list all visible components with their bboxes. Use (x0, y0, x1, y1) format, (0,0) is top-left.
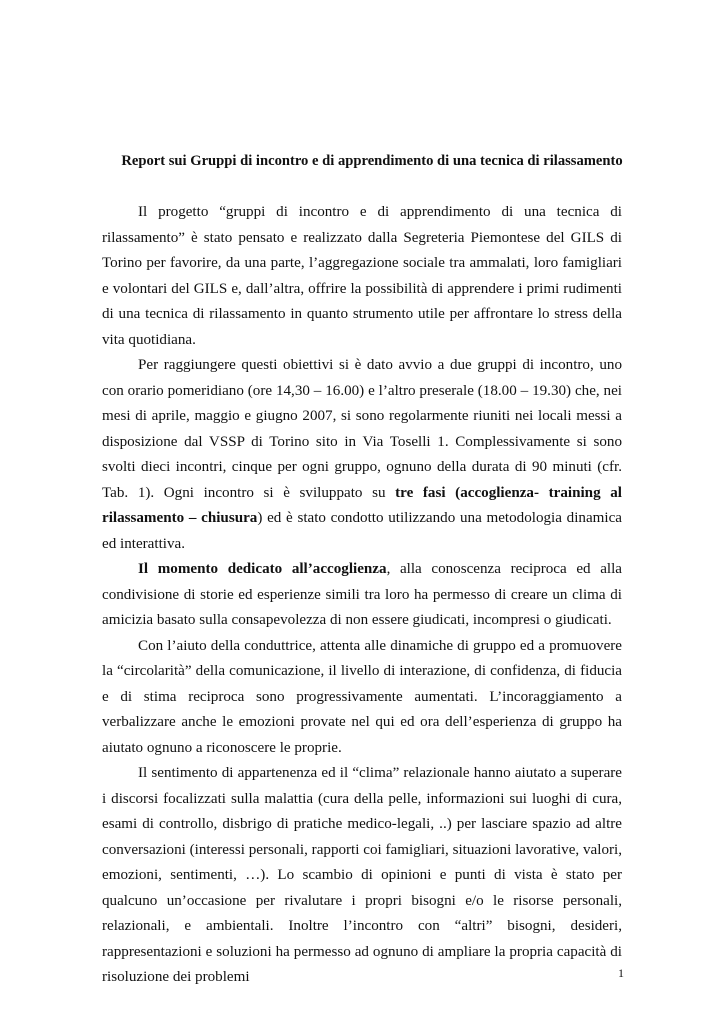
paragraph-groups-schedule (102, 353, 622, 557)
paragraph-project-intro: Il progetto “gruppi di incontro e di apprendimento di una tecnica di rilassamento” è stato pensato e realizzato dalla Segreteria Piemontese del GILS di Torino per favorire, da una parte, l’aggregazione sociale tra ammalati, loro famigliari e volontari del GILS e, dall’altra, offrire la possibilità di apprendere i primi rudimenti di una tecnica di rilassamento in quanto strumento utile per affrontare lo stress della vita quotidiana. (102, 204, 622, 348)
document-title: Report sui Gruppi di incontro e di apprendimento di una tecnica di rilassamento (121, 153, 623, 169)
paragraph-welcome-moment (102, 557, 622, 634)
paragraph-text: ) ed è stato condotto utilizzando una metodologia dinamica ed interattiva. (102, 510, 622, 552)
paragraph-text: Per raggiungere questi obiettivi si è dato avvio a due gruppi di incontro, uno con orario pomeridiano (ore 14,30 – 16.00) e l’altro preserale (18.00 – 19.30) che, nei mesi di aprile, maggio e giugno 2007, si sono regolarmente riuniti nei locali messi a disposizione dal VSSP di Torino sito in Via Toselli 1. Complessivamente si sono svolti dieci incontri, cinque per ogni gruppo, ognuno della durata di 90 minuti (cfr. Tab. 1). Ogni incontro si è sviluppato su (102, 357, 622, 501)
page-number: 1 (618, 966, 624, 980)
paragraph-belonging: Il sentimento di appartenenza ed il “clima” relazionale hanno aiutato a superare i discorsi focalizzati sulla malattia (cura della pelle, informazioni sui luoghi di cura, esami di controllo, disbrigo di pratiche medico-legali, ..) per lasciare spazio ad altre conversazioni (interessi personali, rapporti coi famigliari, situazioni lavorative, valori, emozioni, sentimenti, …). Lo scambio di opinioni e punti di vista è stato per qualcuno un’occasione per rivalutare i propri bisogni e/o le risorse personali, relazionali, e ambientali. Inoltre l’incontro con “altri” bisogni, desideri, rappresentazioni e soluzioni ha permesso ad ognuno di ampliare la propria capacità di risoluzione dei problemi (102, 765, 622, 985)
paragraph-bold-phases: tre fasi (accoglienza- training al rilassamento – chiusura (102, 484, 622, 526)
paragraph-bold-welcome: Il momento dedicato all’accoglienza (138, 561, 387, 577)
paragraph-facilitator: Con l’aiuto della conduttrice, attenta alle dinamiche di gruppo ed a promuovere la “circolarità” della comunicazione, il livello di interazione, di confidenza, di fiducia e di stima reciproca sono progressivamente aumentati. L’incoraggiamento a verbalizzare anche le emozioni provate nel qui ed ora dell’esperienza di gruppo ha aiutato ognuno a riconoscere le proprie. (102, 637, 622, 756)
document-body (102, 200, 622, 991)
paragraph-text: , alla conoscenza reciproca ed alla condivisione di storie ed esperienze simili tra loro ha permesso di creare un clima di amicizia basato sulla consapevolezza di non essere giudicati, incompresi o giudicati. (102, 561, 623, 628)
